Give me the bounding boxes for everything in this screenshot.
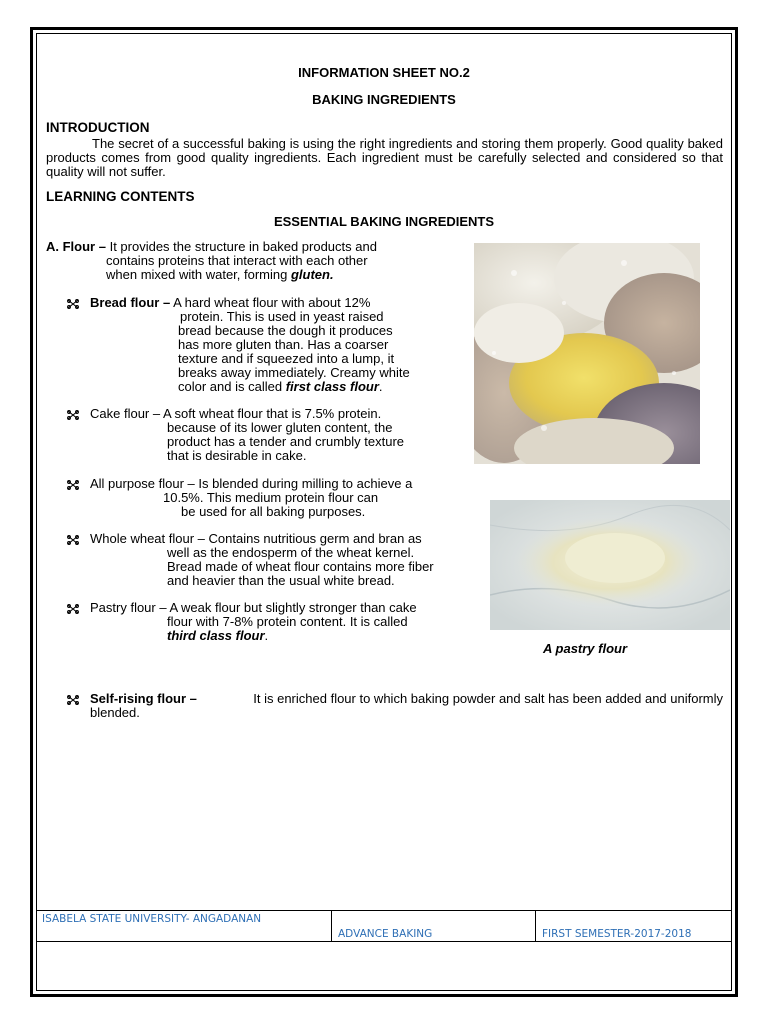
bullet-icon (66, 478, 80, 492)
self-rising-line-2: blended. (90, 705, 140, 720)
pastry-line-1: Pastry flour – A weak flour but slightly stronger than cake (90, 600, 417, 615)
cake-flour-line-2: because of its lower gluten content, the (167, 420, 393, 435)
bullet-icon (66, 602, 80, 616)
sheet-title: INFORMATION SHEET NO.2 (298, 65, 470, 80)
footer-course: ADVANCE BAKING (338, 928, 433, 940)
bread-flour-text-1: A hard wheat flour with about 12% (173, 295, 371, 310)
all-purpose-line-1: All purpose flour – Is blended during milling to achieve a (90, 476, 413, 491)
whole-wheat-line-2: well as the endosperm of the wheat kernel. (167, 545, 415, 560)
flour-line-3 (106, 268, 334, 282)
first-class-flour-emphasis: first class flour (285, 379, 379, 394)
pastry-line-3 (167, 629, 268, 643)
whole-wheat-line-1: Whole wheat flour – Contains nutritious germ and bran as (90, 531, 422, 546)
cake-flour-line-4: that is desirable in cake. (167, 448, 307, 463)
flour-line-2: contains proteins that interact with each other (106, 253, 368, 268)
bread-flour-line-4: has more gluten than. Has a coarser (178, 337, 389, 352)
footer-semester-cell (536, 911, 732, 941)
cake-flour-line-1: Cake flour – A soft wheat flour that is 7.5% protein. (90, 406, 382, 421)
cake-flour-line-3: product has a tender and crumbly texture (167, 434, 405, 449)
essential-ingredients-heading: ESSENTIAL BAKING INGREDIENTS (273, 214, 495, 229)
whole-wheat-line-3: Bread made of wheat flour contains more fiber (167, 559, 434, 574)
self-rising-line-1 (90, 692, 723, 706)
bullet-icon (66, 533, 80, 547)
introduction-text: The secret of a successful baking is using the right ingredients and storing them properly. Good quality baked products comes from good quality ingredients. Each ingredient must be carefully selected and considered so that quality will not suffer. (46, 136, 723, 179)
bread-flour-line-7 (178, 380, 383, 394)
assorted-flours-photo (474, 243, 700, 464)
footer-semester: FIRST SEMESTER-2017-2018 (542, 928, 692, 940)
bullet-icon (66, 693, 80, 707)
bread-flour-line-3: bread because the dough it produces (178, 323, 393, 338)
bread-flour-line-1 (90, 296, 370, 310)
footer-table (36, 910, 732, 942)
bread-flour-line-6: breaks away immediately. Creamy white (178, 365, 410, 380)
bread-flour-end: . (378, 379, 383, 394)
whole-wheat-line-4: and heavier than the usual white bread. (167, 573, 395, 588)
self-rising-text-1: It is enriched flour to which baking powder and salt has been added and uniformly (253, 691, 723, 706)
footer-course-cell (332, 911, 536, 941)
pastry-flour-photo (490, 500, 730, 630)
bread-flour-text-7: color and is called (178, 379, 283, 394)
gluten-emphasis: gluten. (290, 267, 334, 282)
pastry-line-2: flour with 7-8% protein content. It is called (167, 614, 408, 629)
flour-text-1: It provides the structure in baked products and (109, 239, 377, 254)
bullet-icon (66, 297, 80, 311)
footer-school: ISABELA STATE UNIVERSITY- ANGADANAN (42, 913, 262, 925)
all-purpose-line-2: 10.5%. This medium protein flour can (163, 490, 379, 505)
all-purpose-line-3: be used for all baking purposes. (181, 504, 366, 519)
bread-flour-label: Bread flour – (90, 295, 171, 310)
third-class-flour-emphasis: third class flour (167, 628, 265, 643)
introduction-heading: INTRODUCTION (46, 120, 150, 135)
learning-contents-heading: LEARNING CONTENTS (46, 189, 195, 204)
topic-title: BAKING INGREDIENTS (312, 92, 456, 107)
pastry-flour-caption: A pastry flour (543, 641, 628, 656)
flour-text-3: when mixed with water, forming (106, 267, 288, 282)
flour-line-1 (46, 240, 377, 254)
bullet-icon (66, 408, 80, 422)
bread-flour-line-5: texture and if squeezed into a lump, it (178, 351, 395, 366)
footer-school-cell (36, 911, 332, 941)
pastry-end: . (264, 628, 269, 643)
self-rising-label: Self-rising flour – (90, 691, 197, 706)
flour-label: A. Flour – (46, 239, 106, 254)
bread-flour-line-2: protein. This is used in yeast raised (180, 309, 384, 324)
